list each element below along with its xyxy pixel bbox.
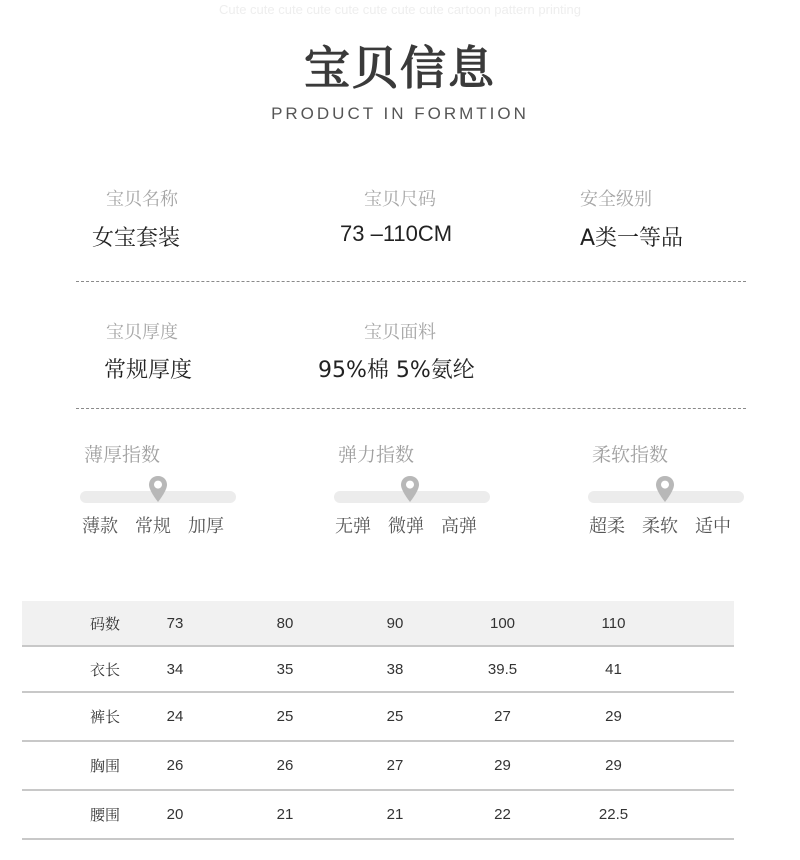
index-option: 超柔 (589, 516, 625, 537)
thickness-index-title: 薄厚指数 (84, 444, 161, 466)
location-pin-icon (148, 475, 168, 503)
table-cell: 29 (494, 757, 511, 774)
table-cell: 34 (166, 660, 184, 678)
row-label: 码数 (89, 615, 120, 633)
table-cell: 41 (605, 660, 622, 678)
index-option: 加厚 (188, 516, 224, 537)
elasticity-index-title: 弹力指数 (338, 444, 415, 466)
fabric-value: 95%棉 5%氨纶 (318, 358, 475, 383)
table-cell: 29 (605, 757, 622, 774)
table-cell: 39.5 (487, 660, 518, 678)
index-option: 无弹 (335, 516, 371, 537)
index-option: 薄款 (82, 516, 118, 537)
size-value: 73 –110CM (340, 221, 453, 246)
table-cell: 110 (601, 614, 626, 632)
fabric-label: 宝贝面料 (364, 322, 436, 343)
table-cell: 26 (276, 757, 294, 774)
index-option: 高弹 (441, 516, 477, 537)
table-cell: 21 (276, 806, 294, 823)
table-row (22, 601, 734, 646)
table-cell: 90 (386, 614, 404, 632)
divider (76, 408, 746, 409)
safety-value: A类一等品 (580, 226, 684, 251)
table-cell: 22.5 (598, 806, 629, 823)
table-cell: 35 (276, 660, 294, 678)
table-cell: 25 (386, 708, 404, 725)
index-option: 柔软 (642, 516, 678, 537)
table-cell: 38 (386, 660, 404, 678)
elasticity-index-options (335, 512, 494, 538)
row-label: 裤长 (89, 709, 120, 726)
table-row (22, 692, 734, 741)
row-label: 衣长 (89, 661, 120, 679)
table-cell: 80 (276, 614, 294, 632)
index-option: 常规 (135, 516, 171, 537)
thickness-label: 宝贝厚度 (106, 322, 178, 343)
table-cell: 20 (166, 806, 184, 823)
page-title: 宝贝信息 (304, 41, 496, 95)
table-cell: 100 (489, 614, 516, 632)
table-cell: 27 (494, 708, 511, 725)
name-label: 宝贝名称 (106, 189, 178, 210)
size-label: 宝贝尺码 (364, 189, 436, 210)
table-cell: 21 (386, 806, 404, 823)
table-row (22, 790, 734, 839)
name-value: 女宝套装 (92, 226, 181, 251)
row-label: 胸围 (89, 758, 120, 775)
page-subtitle: PRODUCT IN FORMTION (271, 104, 529, 123)
thickness-index-options (82, 512, 241, 538)
table-cell: 29 (605, 708, 622, 725)
softness-index-title: 柔软指数 (592, 444, 669, 466)
table-cell: 73 (166, 614, 184, 632)
location-pin-icon (400, 475, 420, 503)
softness-index-options (589, 512, 748, 538)
table-cell: 25 (276, 708, 294, 725)
row-label: 腰围 (89, 807, 120, 824)
location-pin-icon (655, 475, 675, 503)
table-row (22, 741, 734, 790)
thickness-value: 常规厚度 (104, 358, 193, 383)
watermark-text: Cute cute cute cute cute cute cute cute cartoon pattern printing (218, 2, 582, 17)
table-cell: 24 (166, 708, 184, 725)
table-cell: 27 (386, 757, 404, 774)
index-option: 适中 (695, 516, 731, 537)
index-option: 微弹 (388, 516, 424, 537)
safety-label: 安全级别 (580, 189, 652, 210)
divider (76, 281, 746, 282)
table-cell: 26 (166, 757, 184, 774)
table-cell: 22 (494, 806, 511, 823)
size-chart-table (22, 601, 734, 840)
table-row (22, 646, 734, 692)
